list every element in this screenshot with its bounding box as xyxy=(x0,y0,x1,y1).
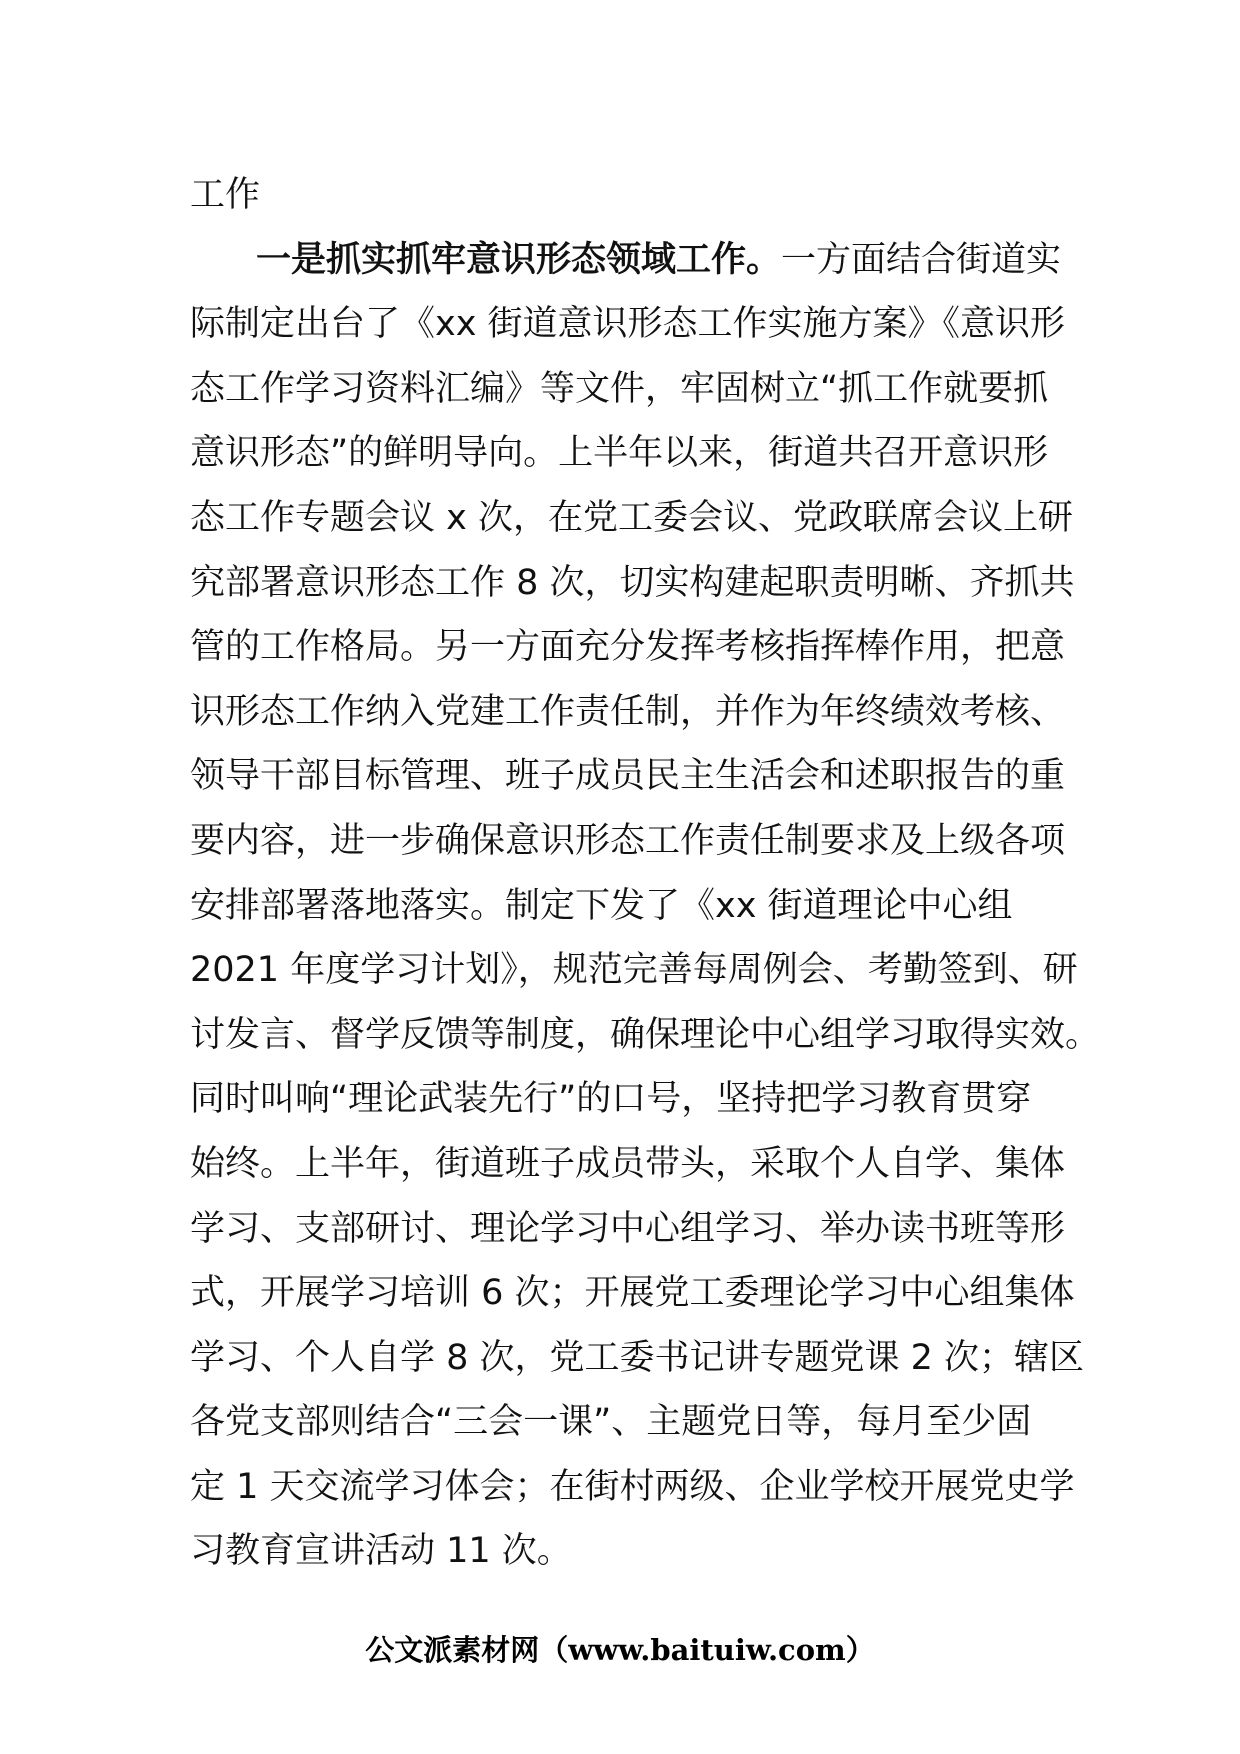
paragraph-line: 学习、个人自学 8 次，党工委书记讲专题党课 2 次；辖区 xyxy=(190,1337,1085,1378)
paragraph-line: 领导干部目标管理、班子成员民主生活会和述职报告的重 xyxy=(190,756,1066,797)
continued-heading-line: 工作 xyxy=(190,175,261,215)
paragraph-line: 讨发言、督学反馈等制度，确保理论中心组学习取得实效。 xyxy=(190,1014,1101,1055)
paragraph-line: 管的工作格局。另一方面充分发挥考核指挥棒作用，把意 xyxy=(190,627,1066,668)
paragraph-line: 定 1 天交流学习体会；在街村两级、企业学校开展党史学 xyxy=(190,1466,1075,1507)
paragraph-line: 同时叫响“理论武装先行”的口号，坚持把学习教育贯穿 xyxy=(190,1079,1032,1120)
document-body xyxy=(190,163,1101,1584)
paragraph-line: 态工作学习资料汇编》等文件，牢固树立“抓工作就要抓 xyxy=(190,368,1049,409)
paragraph-line: 习教育宣讲活动 11 次。 xyxy=(190,1531,572,1572)
paragraph-line: 式，开展学习培训 6 次；开展党工委理论学习中心组集体 xyxy=(190,1273,1075,1314)
paragraph-line: 要内容，进一步确保意识形态工作责任制要求及上级各项 xyxy=(190,820,1066,861)
paragraph-first-line xyxy=(190,228,1070,293)
paragraph-line: 究部署意识形态工作 8 次，切实构建起职责明晰、齐抓共 xyxy=(190,562,1075,603)
section-lead-heading: 一是抓实抓牢意识形态领域工作。 xyxy=(256,239,782,280)
paragraph-line: 安排部署落地落实。制定下发了《xx 街道理论中心组 xyxy=(190,885,1013,926)
paragraph-first-line-text: 一方面结合街道实 xyxy=(781,239,1062,280)
paragraph-line: 识形态工作纳入党建工作责任制，并作为年终绩效考核、 xyxy=(190,691,1066,732)
paragraph-line: 各党支部则结合“三会一课”、主题党日等，每月至少固 xyxy=(190,1402,1032,1443)
page-footer-source: 公文派素材网（www.baituiw.com） xyxy=(365,1633,875,1667)
paragraph-line: 学习、支部研讨、理论学习中心组学习、举办读书班等形 xyxy=(190,1208,1066,1249)
paragraph-line: 意识形态”的鲜明导向。上半年以来，街道共召开意识形 xyxy=(190,433,1049,474)
paragraph-line: 态工作专题会议 x 次，在党工委会议、党政联席会议上研 xyxy=(190,497,1073,538)
paragraph-line: 际制定出台了《xx 街道意识形态工作实施方案》《意识形 xyxy=(190,304,1066,345)
paragraph-line: 2021 年度学习计划》，规范完善每周例会、考勤签到、研 xyxy=(190,950,1078,991)
paragraph-line: 始终。上半年，街道班子成员带头，采取个人自学、集体 xyxy=(190,1143,1066,1184)
